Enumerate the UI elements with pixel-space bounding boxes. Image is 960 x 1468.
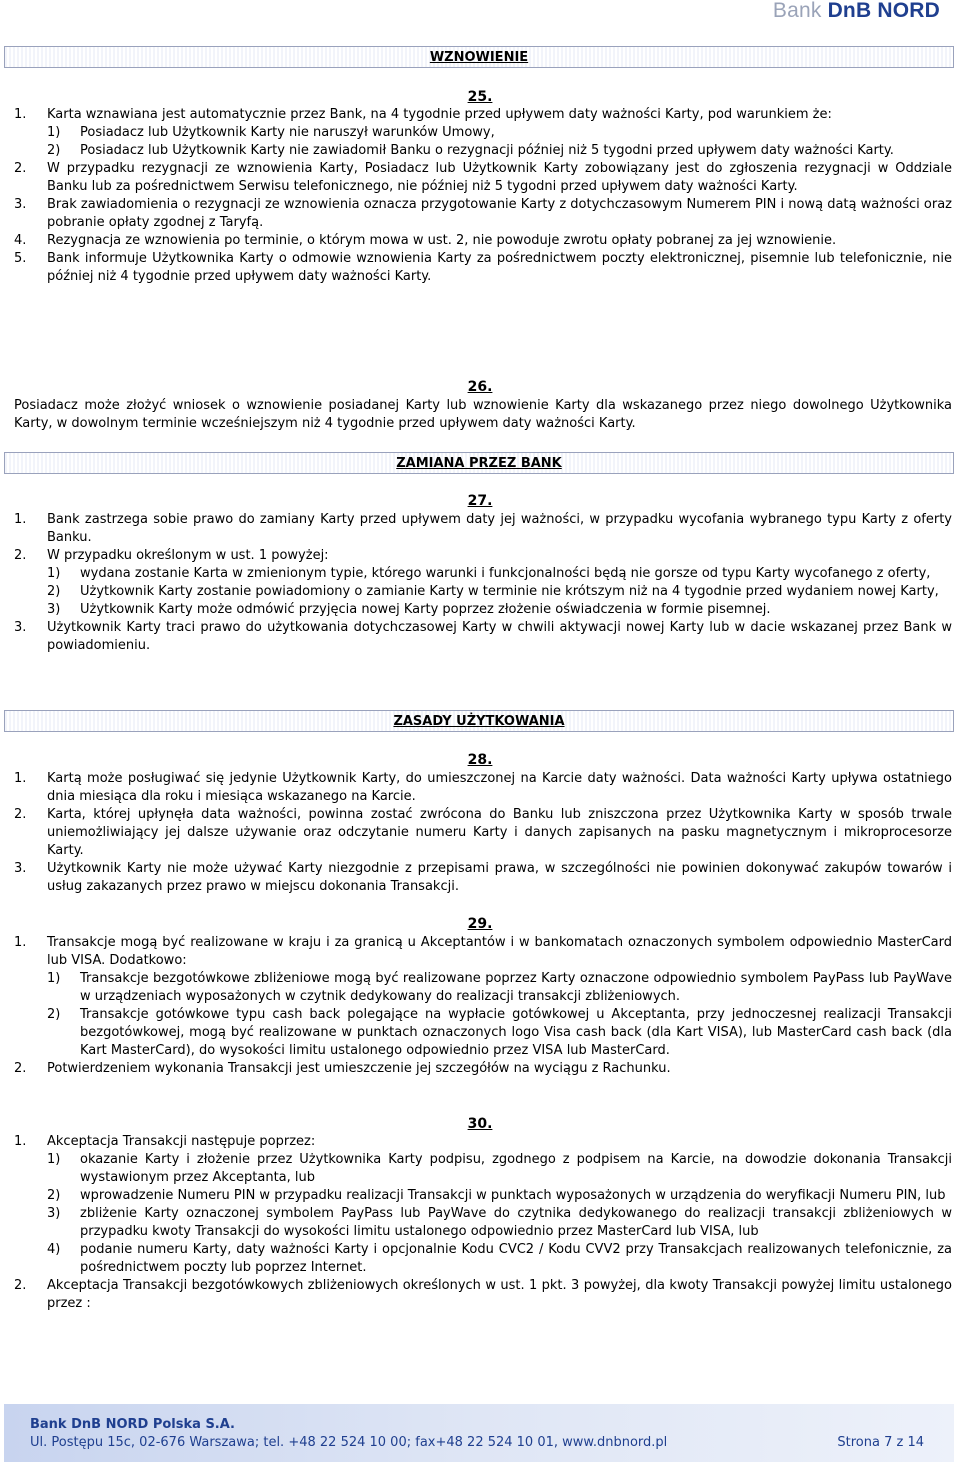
paragraph-number: 29.: [467, 916, 493, 932]
list-item: 2. Akceptacja Transakcji bezgotówkowych zbliżeniowych określonych w ust. 1 pkt. 3 powyżej, dla kwoty Transakcji powyżej limitu ustalonego przez :: [14, 1278, 952, 1311]
page-footer: [4, 1404, 954, 1462]
sub-item: 1) Transakcje bezgotówkowe zbliżeniowe mogą być realizowane poprzez Karty oznaczone odpowiednio symbolem PayPass lub PayWave w urządzeniach wyposażonych w czytnik dedykowany do realizacji transakcji zbliżeniowych.: [47, 971, 952, 1004]
paragraph-29: [14, 934, 952, 1078]
paragraph-26: Posiadacz może złożyć wniosek o wznowienie posiadanej Karty lub wznowienie Karty dla wskazanego przez niego dowolnego Użytkownika Karty, w dowolnym terminie wcześniejszym niż 4 tygodnie przed upływem daty ważności Karty.: [14, 398, 952, 431]
footer-address: Ul. Postępu 15c, 02-676 Warszawa; tel. +48 22 524 10 00; fax+48 22 524 10 01, www.dnbnord.pl: [30, 1435, 668, 1450]
list-item: 1. Kartą może posługiwać się jedynie Użytkownik Karty, do umieszczonej na Karcie daty ważności. Data ważności Karty upływa ostatniego dnia miesiąca dla roku i miesiąca wskazanego na Karcie.: [14, 771, 952, 804]
section-header-zasady: ZASADY UŻYTKOWANIA: [4, 710, 954, 732]
list-item: 3. Użytkownik Karty nie może używać Karty niezgodnie z przepisami prawa, w szczególności nie powinien dokonywać zakupów towarów i usług zakazanych przez prawo w miejscu dokonania Transakcji.: [14, 861, 952, 894]
list-item: 3. Brak zawiadomienia o rezygnacji ze wznowienia oznacza przygotowanie Karty z dotychczasowym Numerem PIN i nową datą ważności oraz pobranie opłaty zgodnej z Taryfą.: [14, 197, 952, 230]
sub-item: 4) podanie numeru Karty, daty ważności Karty i opcjonalnie Kodu CVC2 / Kodu CVV2 przy Transakcjach realizowanych telefonicznie, za pośrednictwem poczty lub poprzez Internet.: [47, 1242, 952, 1275]
footer-page-number: Strona 7 z 14: [837, 1435, 924, 1450]
list-item: 5. Bank informuje Użytkownika Karty o odmowie wznowienia Karty za pośrednictwem poczty elektronicznej, pisemnie lub telefonicznie, nie później niż 4 tygodnie przed upływem daty ważności Karty.: [14, 251, 952, 284]
list-item: 4. Rezygnacja ze wznowienia po terminie, o którym mowa w ust. 2, nie powoduje zwrotu opłaty pobranej za jej wznowienie.: [14, 233, 837, 248]
list-item: 1. Bank zastrzega sobie prawo do zamiany Karty przed upływem daty jej ważności, w przypadku wycofania wybranego typu Karty z oferty Banku.: [14, 512, 952, 545]
sub-item: 3) zbliżenie Karty oznaczonej symbolem PayPass lub PayWave do czytnika dedykowanego do realizacji transakcji zbliżeniowych w przypadku kwoty Transakcji do wysokości limitu ustalonego odpowiednio przez MasterCard lub VISA, lub: [47, 1206, 952, 1239]
sub-item: 1) okazanie Karty i złożenie przez Użytkownika Karty podpisu, zgodnego z podpisem na Karcie, na dowodzie dokonania Transakcji wystawionym przez Akceptanta, lub: [47, 1152, 952, 1185]
section-header-zamiana: ZAMIANA PRZEZ BANK: [4, 452, 954, 474]
list-item: 1. Transakcje mogą być realizowane w kraju i za granicą u Akceptantów i w bankomatach oznaczonych symbolem odpowiednio MasterCard lub VISA. Dodatkowo:: [14, 935, 952, 968]
paragraph-number: 30.: [467, 1116, 493, 1132]
sub-item: 2) Użytkownik Karty zostanie powiadomiony o zamianie Karty w terminie nie krótszym niż na 4 tygodnie przed wydaniem nowej Karty,: [47, 584, 939, 599]
sub-item: 2) Transakcje gotówkowe typu cash back polegające na wypłacie gotówkowej u Akceptanta, przy jednoczesnej realizacji Transakcji bezgotówkowej, mogą być realizowane w punktach oznaczonych logo Visa cash back (dla Kart VISA), lub MasterCard cash back (dla Kart MasterCard), do wysokości limitu ustalonego odpowiednio przez VISA lub MasterCard.: [47, 1007, 952, 1058]
sub-item: 1) Posiadacz lub Użytkownik Karty nie naruszył warunków Umowy,: [47, 125, 495, 140]
list-item: 2. Karta, której upłynęła data ważności, powinna zostać zwrócona do Banku lub zniszczona przez Użytkownika Karty w sposób trwale uniemożliwiający jej dalsze używanie oraz odczytanie numeru Karty i danych zapisanych na pasku magnetycznym i mikroprocesorze Karty.: [14, 807, 952, 858]
sub-item: 1) wydana zostanie Karta w zmienionym typie, którego warunki i funkcjonalności będą nie gorsze od typu Karty wycofanego z oferty,: [47, 566, 931, 581]
bank-logo: Bank DnB NORD: [772, 0, 940, 22]
paragraph-27: [14, 511, 952, 655]
sub-item: 2) wprowadzenie Numeru PIN w przypadku realizacji Transakcji w punktach wyposażonych w urządzenia do weryfikacji Numeru PIN, lub: [47, 1188, 946, 1203]
paragraph-25: [14, 106, 952, 286]
footer-company: Bank DnB NORD Polska S.A.: [30, 1417, 235, 1432]
list-item: 2. W przypadku określonym w ust. 1 powyżej:: [14, 548, 329, 563]
paragraph-number: 27.: [467, 493, 493, 509]
section-header-wznowienie: WZNOWIENIE: [4, 46, 954, 68]
paragraph-28: [14, 770, 952, 896]
list-item: 1. Karta wznawiana jest automatycznie przez Bank, na 4 tygodnie przed upływem daty ważności Karty, pod warunkiem że:: [14, 107, 832, 122]
sub-item: 2) Posiadacz lub Użytkownik Karty nie zawiadomił Banku o rezygnacji później niż 5 tygodni przed upływem daty ważności Karty.: [47, 143, 894, 158]
paragraph-number: 26.: [467, 379, 493, 395]
list-item: 3. Użytkownik Karty traci prawo do użytkowania dotychczasowej Karty w chwili aktywacji nowej Karty lub w dacie wskazanej przez Bank w powiadomieniu.: [14, 620, 952, 653]
sub-item: 3) Użytkownik Karty może odmówić przyjęcia nowej Karty poprzez złożenie oświadczenia w formie pisemnej.: [47, 602, 771, 617]
list-item: 1. Akceptacja Transakcji następuje poprzez:: [14, 1134, 316, 1149]
list-item: 2. W przypadku rezygnacji ze wznowienia Karty, Posiadacz lub Użytkownik Karty zobowiązany jest do zgłoszenia rezygnacji w Oddziale Banku lub za pośrednictwem Serwisu telefonicznego, nie później niż 5 tygodni przed upływem daty ważności Karty.: [14, 161, 952, 194]
paragraph-number: 28.: [467, 752, 493, 768]
paragraph-number: 25.: [467, 89, 493, 105]
list-item: 2. Potwierdzeniem wykonania Transakcji jest umieszczenie jej szczegółów na wyciągu z Rachunku.: [14, 1061, 671, 1076]
paragraph-30: [14, 1133, 952, 1313]
